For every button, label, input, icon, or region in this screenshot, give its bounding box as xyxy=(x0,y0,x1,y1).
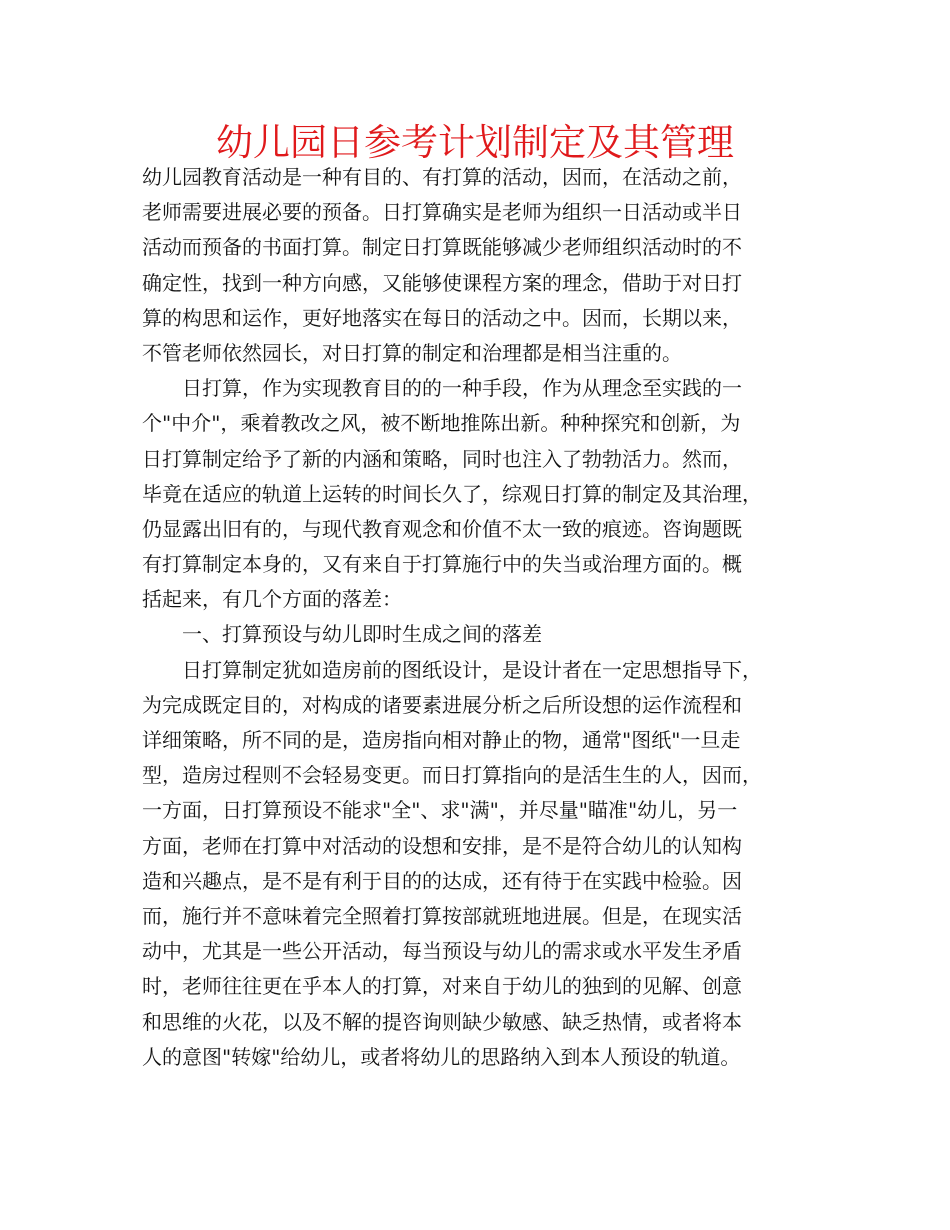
body-line: 活动而预备的书面打算。制定日打算既能够减少老师组织活动时的不 xyxy=(142,235,742,260)
body-line: 日打算制定犹如造房前的图纸设计，是设计者在一定思想指导下， xyxy=(182,657,762,682)
body-line: 括起来，有几个方面的落差： xyxy=(142,587,402,612)
body-line: 造和兴趣点，是不是有利于目的的达成，还有待于在实践中检验。因 xyxy=(142,868,742,893)
body-line: 日打算，作为实现教育目的的一种手段，作为从理念至实践的一 xyxy=(182,376,742,401)
body-line: 确定性，找到一种方向感，又能够使课程方案的理念，借助于对日打 xyxy=(142,270,742,295)
document-title: 幼儿园日参考计划制定及其管理 xyxy=(216,121,734,164)
body-line: 型，造房过程则不会轻易变更。而日打算指向的是活生生的人，因而， xyxy=(142,763,762,788)
section-heading: 一、打算预设与幼儿即时生成之间的落差 xyxy=(182,622,542,647)
body-line: 一方面，日打算预设不能求"全"、求"满"，并尽量"瞄准"幼儿，另一 xyxy=(142,798,738,823)
body-line: 和思维的火花，以及不解的提咨询则缺少敏感、缺乏热情，或者将本 xyxy=(142,1009,742,1034)
body-line: 人的意图"转嫁"给幼儿，或者将幼儿的思路纳入到本人预设的轨道。 xyxy=(142,1044,741,1069)
body-line: 毕竟在适应的轨道上运转的时间长久了，综观日打算的制定及其治理， xyxy=(142,481,762,506)
body-line: 时，老师往往更在乎本人的打算，对来自于幼儿的独到的见解、创意 xyxy=(142,974,742,999)
document-body xyxy=(142,160,822,1075)
body-line: 仍显露出旧有的，与现代教育观念和价值不太一致的痕迹。咨询题既 xyxy=(142,516,742,541)
body-line: 为完成既定目的，对构成的诸要素进展分析之后所设想的运作流程和 xyxy=(142,692,742,717)
body-line: 个"中介"，乘着教改之风，被不断地推陈出新。种种探究和创新，为 xyxy=(142,411,741,436)
body-line: 不管老师依然园长，对日打算的制定和治理都是相当注重的。 xyxy=(142,340,682,365)
body-line: 老师需要进展必要的预备。日打算确实是老师为组织一日活动或半日 xyxy=(142,200,742,225)
body-line: 日打算制定给予了新的内涵和策略，同时也注入了勃勃活力。然而， xyxy=(142,446,742,471)
body-line: 详细策略，所不同的是，造房指向相对静止的物，通常"图纸"一旦走 xyxy=(142,728,741,752)
body-line: 算的构思和运作，更好地落实在每日的活动之中。因而，长期以来， xyxy=(142,305,742,330)
body-line: 幼儿园教育活动是一种有目的、有打算的活动，因而，在活动之前， xyxy=(142,165,742,189)
body-line: 有打算制定本身的，又有来自于打算施行中的失当或治理方面的。概 xyxy=(142,552,742,577)
body-line: 方面，老师在打算中对活动的设想和安排，是不是符合幼儿的认知构 xyxy=(142,833,742,858)
body-line: 而，施行并不意味着完全照着打算按部就班地进展。但是，在现实活 xyxy=(142,903,742,928)
body-line: 动中，尤其是一些公开活动，每当预设与幼儿的需求或水平发生矛盾 xyxy=(142,939,742,964)
